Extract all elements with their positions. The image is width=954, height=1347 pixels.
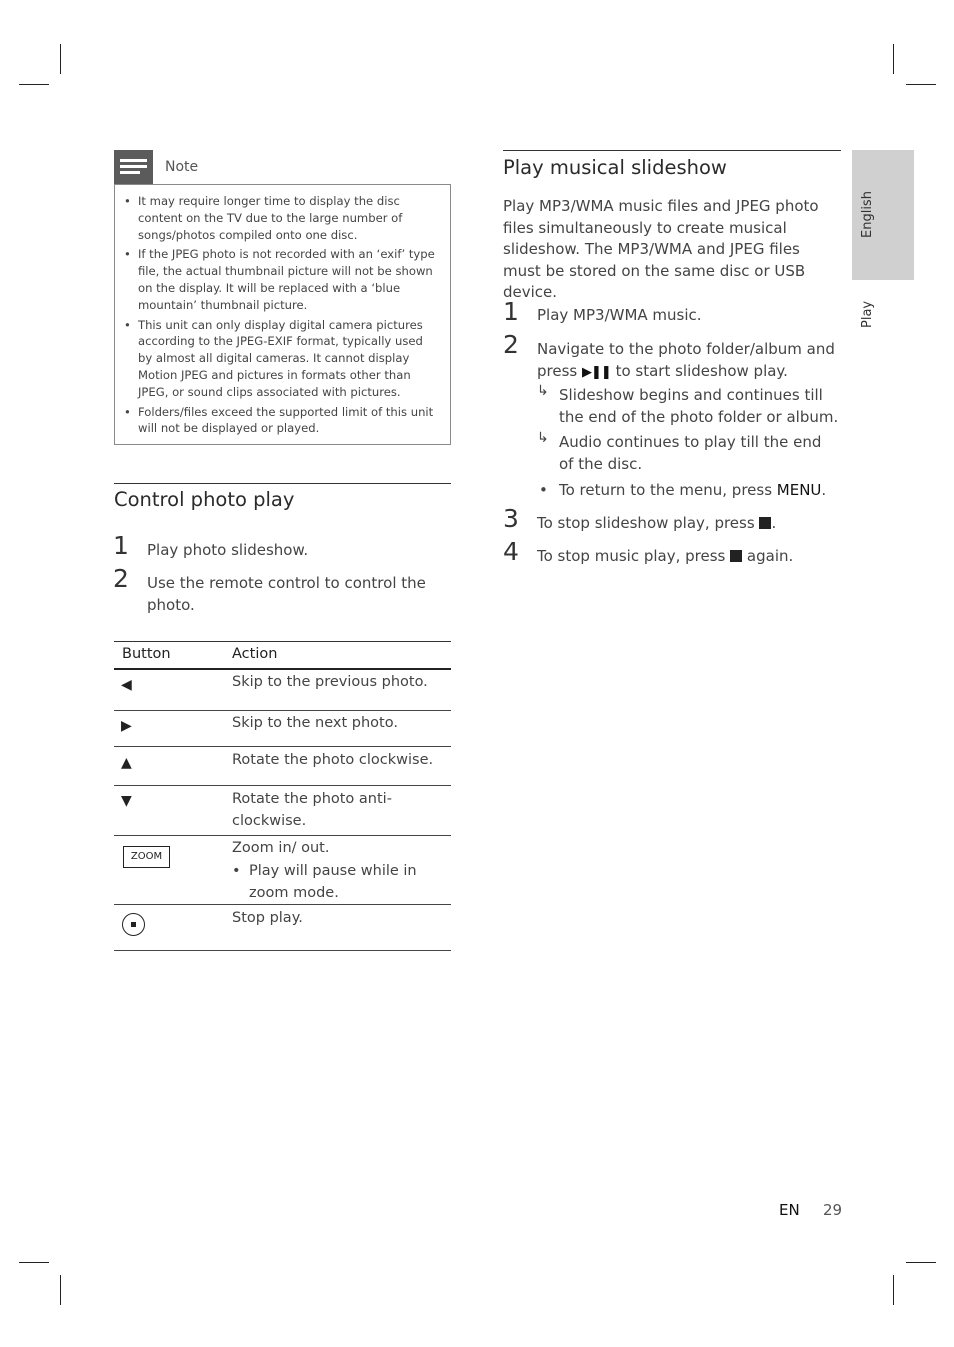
table-top-rule bbox=[114, 641, 451, 642]
result-text: Audio continues to play till the end of the disc. bbox=[559, 433, 822, 473]
crop-mark bbox=[906, 1262, 936, 1263]
note-icon bbox=[114, 150, 153, 184]
note-list bbox=[115, 185, 450, 437]
page-number: 29 bbox=[823, 1201, 843, 1219]
table-cell-action: Zoom in/ out. bbox=[232, 840, 330, 856]
down-arrow-icon: ▼ bbox=[121, 793, 132, 809]
table-header-button: Button bbox=[122, 646, 171, 662]
note-item: • This unit can only display digital camera pictures according to the JPEG-EXIF format, typically used by almost all digital cameras. It cannot display Motion JPEG and pictures in formats other than JPEG, or sound clips associated with pictures. bbox=[124, 317, 423, 399]
table-row-rule bbox=[114, 710, 451, 711]
play-pause-icon: ▶❚❚ bbox=[582, 364, 611, 380]
note-item: • Folders/files exceed the supported limit of this unit will not be displayed or played. bbox=[124, 404, 434, 436]
table-cell-action: Skip to the previous photo. bbox=[232, 674, 428, 690]
crop-mark bbox=[19, 84, 49, 85]
table-row-rule bbox=[114, 785, 451, 786]
section-tab-label: Play bbox=[860, 300, 875, 328]
note-item: • It may require longer time to display the disc content on the TV due to the large number of songs/photos compiled onto one disc. bbox=[124, 194, 403, 242]
crop-mark bbox=[893, 44, 894, 74]
step-number: 4 bbox=[503, 537, 519, 566]
note-box bbox=[114, 184, 451, 445]
result-arrow-icon: ↳ bbox=[537, 430, 549, 446]
table-row-rule bbox=[114, 746, 451, 747]
slideshow-intro: Play MP3/WMA music files and JPEG photo files simultaneously to create musical slideshow. The MP3/WMA and JPEG files must be stored on the same disc or USB device. bbox=[503, 197, 819, 301]
menu-bullet-text: To return to the menu, press MENU. bbox=[559, 481, 827, 499]
step-number: 1 bbox=[113, 531, 129, 560]
result-arrow-icon: ↳ bbox=[537, 383, 549, 399]
step-text: To stop slideshow play, press . bbox=[537, 514, 777, 532]
footer-language: EN bbox=[779, 1201, 800, 1219]
section-heading-slideshow: Play musical slideshow bbox=[503, 156, 727, 179]
table-bottom-rule bbox=[114, 950, 451, 951]
crop-mark bbox=[906, 84, 936, 85]
step-text: To stop music play, press again. bbox=[537, 547, 794, 565]
step-text: Navigate to the photo folder/album and press ▶❚❚ to start slideshow play. bbox=[537, 339, 837, 383]
section-heading-control: Control photo play bbox=[114, 488, 295, 511]
step-number: 2 bbox=[503, 330, 519, 359]
table-header-rule bbox=[114, 668, 451, 670]
crop-mark bbox=[893, 1275, 894, 1305]
step-number: 3 bbox=[503, 504, 519, 533]
note-header bbox=[114, 150, 451, 184]
left-arrow-icon: ◀ bbox=[121, 677, 132, 693]
table-row-rule bbox=[114, 835, 451, 836]
language-tab-label: English bbox=[860, 191, 875, 238]
stop-square-icon bbox=[759, 517, 771, 529]
zoom-key-icon: ZOOM bbox=[123, 846, 170, 868]
note-item: • If the JPEG photo is not recorded with an ‘exif’ type file, the actual thumbnail picture will not be shown on the display. It will be replaced with a ‘blue mountain’ thumbnail picture. bbox=[124, 247, 435, 312]
crop-mark bbox=[60, 44, 61, 74]
step-text: Use the remote control to control the photo. bbox=[147, 574, 426, 614]
step-text: Play MP3/WMA music. bbox=[537, 306, 702, 324]
section-rule bbox=[503, 150, 841, 151]
section-rule bbox=[114, 483, 451, 484]
step-number: 2 bbox=[113, 564, 129, 593]
stop-square-icon bbox=[730, 550, 742, 562]
crop-mark bbox=[19, 1262, 49, 1263]
step-number: 1 bbox=[503, 297, 519, 326]
table-header-action: Action bbox=[232, 646, 278, 662]
crop-mark bbox=[60, 1275, 61, 1305]
table-cell-action: Stop play. bbox=[232, 910, 303, 926]
note-title: Note bbox=[165, 159, 199, 175]
menu-key-label: MENU bbox=[776, 481, 822, 499]
table-cell-action: Rotate the photo anti-clockwise. bbox=[232, 791, 392, 829]
table-cell-action: Rotate the photo clockwise. bbox=[232, 752, 434, 768]
result-text: Slideshow begins and continues till the end of the photo folder or album. bbox=[559, 386, 839, 426]
stop-button-icon bbox=[122, 913, 145, 936]
bullet-dot: • bbox=[539, 481, 548, 499]
step-text: Play photo slideshow. bbox=[147, 541, 309, 559]
right-arrow-icon: ▶ bbox=[121, 718, 132, 734]
table-row-rule bbox=[114, 904, 451, 905]
up-arrow-icon: ▲ bbox=[121, 755, 132, 771]
table-cell-action: Skip to the next photo. bbox=[232, 715, 398, 731]
